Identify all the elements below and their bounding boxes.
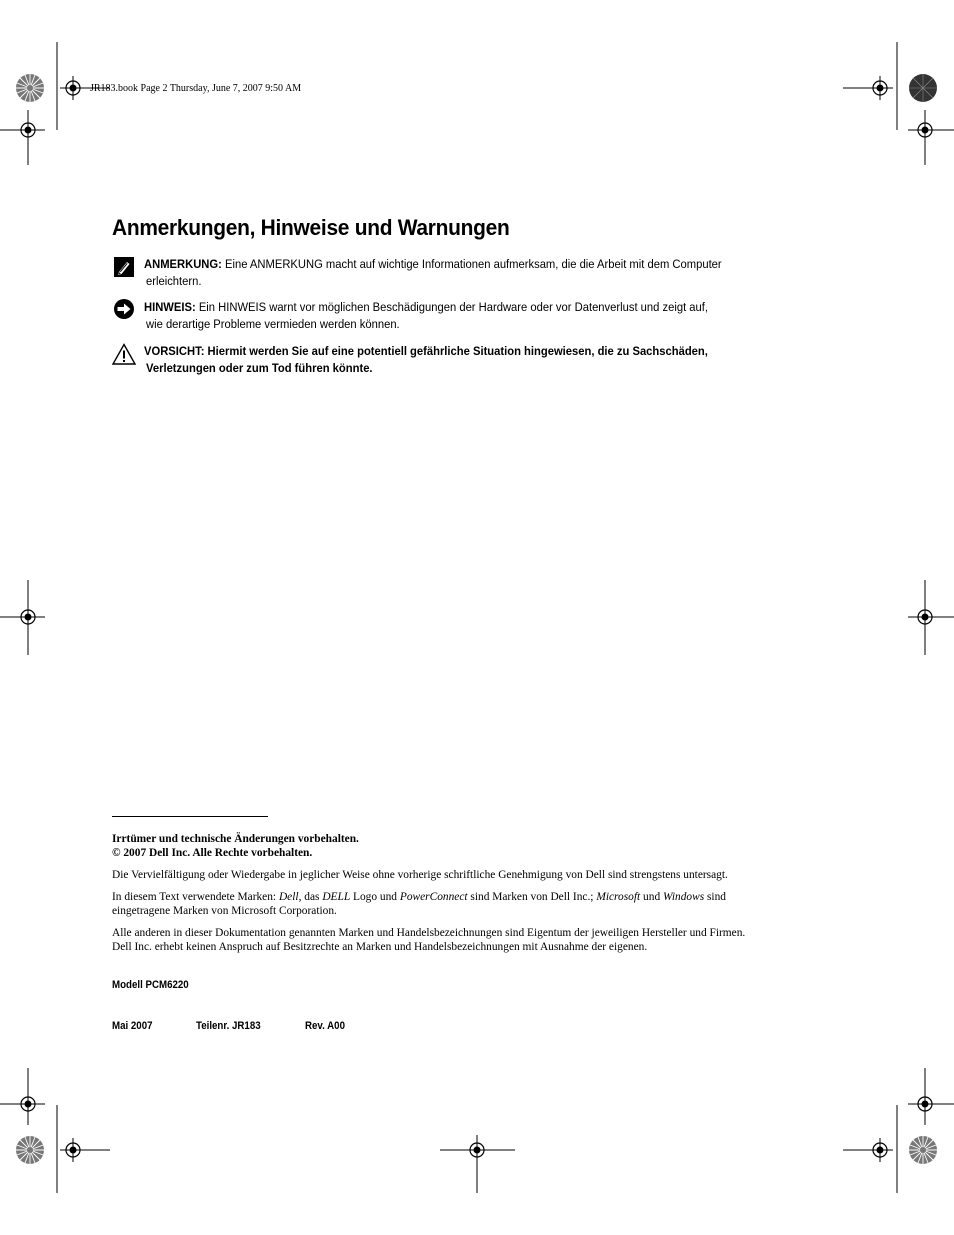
note-label: ANMERKUNG: — [144, 257, 222, 271]
trademark-text: In diesem Text verwendete Marken: — [112, 891, 279, 903]
other-marks-notice — [112, 926, 832, 954]
reproduction-text: Die Vervielfältigung oder Wiedergabe in jeglicher Weise ohne vorherige schriftliche Genehmigung von Dell sind strengstens untersagt. — [112, 869, 728, 881]
notice-label: HINWEIS: — [144, 300, 196, 314]
caution-label: VORSICHT: — [144, 344, 205, 358]
page-title: Anmerkungen, Hinweise und Warnungen — [112, 215, 510, 240]
part-number: Teilenr. JR183 — [196, 1020, 261, 1032]
warning-triangle-icon — [112, 343, 136, 367]
legal-block — [112, 832, 832, 860]
notice-text: Ein HINWEIS warnt vor möglichen Beschädigungen der Hardware oder vor Datenverlust und zeigt auf, — [198, 300, 709, 314]
trademark-windows: Windows — [662, 891, 705, 903]
caution-text: Hiermit werden Sie auf eine potentiell gefährliche Situation hingewiesen, die zu Sachschäden, — [207, 344, 708, 358]
model-number: Modell PCM6220 — [112, 979, 189, 991]
trademark-dell: Dell — [278, 891, 299, 903]
footnote-divider — [112, 816, 268, 817]
copyright-line: © 2007 Dell Inc. Alle Rechte vorbehalten. — [112, 847, 313, 859]
note-text: Eine ANMERKUNG macht auf wichtige Informationen aufmerksam, die die Arbeit mit dem Computer — [224, 257, 722, 271]
star-target-icon — [909, 74, 937, 102]
note-text-cont: erleichtern. — [146, 274, 202, 288]
trademark-notice — [112, 890, 832, 918]
caution-text-cont: Verletzungen oder zum Tod führen könnte. — [146, 361, 373, 375]
other-marks-text-cont: Dell Inc. erhebt keinen Anspruch auf Besitzrechte an Marken und Handelsbezeichnungen mit Ausnahme der eigenen. — [112, 941, 648, 953]
trademark-text: Logo und — [350, 891, 400, 903]
revision: Rev. A00 — [305, 1020, 345, 1032]
publication-date: Mai 2007 — [112, 1020, 153, 1032]
trademark-microsoft: Microsoft — [596, 891, 641, 903]
trademark-text-cont: eingetragene Marken von Microsoft Corporation. — [112, 905, 337, 917]
star-target-icon — [16, 74, 44, 102]
book-slug: JR183.book Page 2 Thursday, June 7, 2007 9:50 AM — [90, 83, 302, 94]
trademark-dell-logo: DELL — [322, 891, 351, 903]
reproduction-notice — [112, 868, 832, 882]
trademark-text: und — [640, 891, 663, 903]
star-target-icon — [16, 1136, 44, 1164]
arrow-circle-icon — [112, 299, 136, 323]
trademark-text: sind — [704, 891, 726, 903]
trademark-text: sind Marken von Dell Inc.; — [467, 891, 597, 903]
pencil-note-icon — [112, 256, 136, 280]
notice-text-cont: wie derartige Probleme vermieden werden können. — [146, 317, 400, 331]
star-target-icon — [909, 1136, 937, 1164]
trademark-powerconnect: PowerConnect — [399, 891, 468, 903]
errata-line: Irrtümer und technische Änderungen vorbehalten. — [112, 833, 359, 845]
other-marks-text: Alle anderen in dieser Dokumentation genannten Marken und Handelsbezeichnungen sind Eigentum der jeweiligen Hersteller und Firmen. — [112, 927, 746, 939]
trademark-text: , das — [298, 891, 323, 903]
